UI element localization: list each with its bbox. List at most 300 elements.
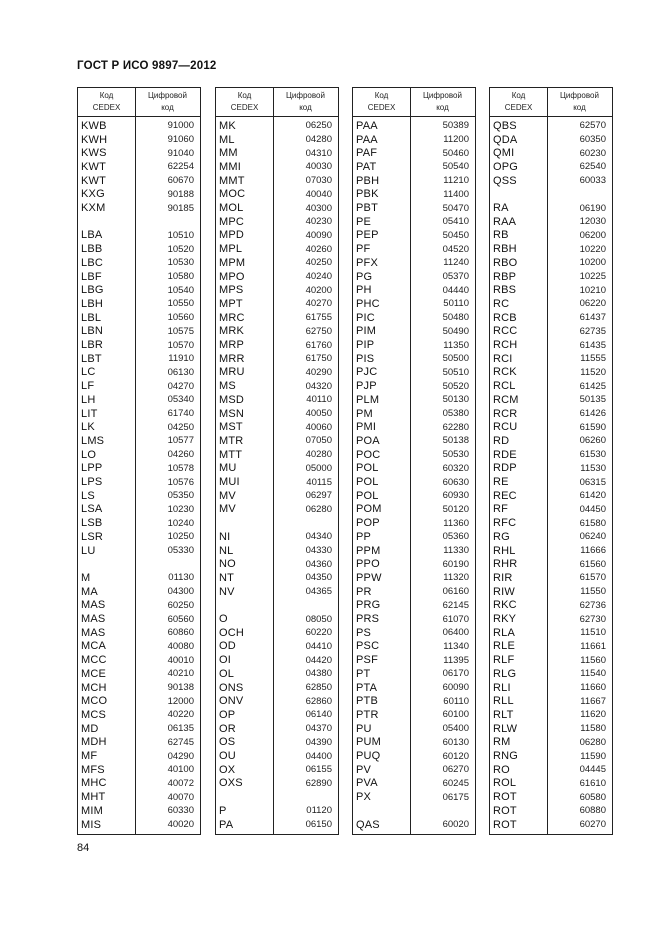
numeric-code: 06280 xyxy=(579,736,606,748)
table-row xyxy=(216,763,338,777)
cedex-code: PMI xyxy=(356,421,377,434)
table-row xyxy=(216,311,338,325)
table-row xyxy=(353,366,475,380)
numeric-code: 05000 xyxy=(305,462,332,474)
table-row xyxy=(216,366,338,380)
cedex-code: PUQ xyxy=(356,750,381,763)
numeric-code: 05330 xyxy=(167,545,194,557)
numeric-code: 11530 xyxy=(580,462,606,474)
table-row xyxy=(353,393,475,407)
table-row xyxy=(353,242,475,256)
table-row xyxy=(490,599,612,613)
table-row xyxy=(78,503,200,517)
numeric-code: 50389 xyxy=(442,120,469,132)
cedex-code: MV xyxy=(219,489,236,502)
table-row xyxy=(490,749,612,763)
cedex-code: QMI xyxy=(493,147,515,160)
table-row xyxy=(216,777,338,791)
table-row xyxy=(216,133,338,147)
cedex-code: RCB xyxy=(493,311,517,324)
table-row xyxy=(78,229,200,243)
cedex-code: MPC xyxy=(219,215,245,228)
numeric-code: 10510 xyxy=(167,229,194,241)
table-row xyxy=(216,215,338,229)
cedex-code: PH xyxy=(356,284,372,297)
cedex-code: MTT xyxy=(219,448,243,461)
table-row xyxy=(353,599,475,613)
table-row xyxy=(216,146,338,160)
table-row xyxy=(78,804,200,818)
table-row xyxy=(78,612,200,626)
cedex-code: PLM xyxy=(356,393,380,406)
table-row xyxy=(78,777,200,791)
numeric-code: 04410 xyxy=(305,640,332,652)
cedex-code: PU xyxy=(356,722,372,735)
cedex-code: PSF xyxy=(356,654,378,667)
table-row xyxy=(216,571,338,585)
table-row xyxy=(490,188,612,202)
table-row xyxy=(216,722,338,736)
cedex-code: LIT xyxy=(81,407,98,420)
table-row xyxy=(216,256,338,270)
table-row xyxy=(490,626,612,640)
numeric-code: 50130 xyxy=(442,394,469,406)
cedex-code: LPP xyxy=(81,462,103,475)
cedex-code: MSN xyxy=(219,407,245,420)
cedex-code: RHL xyxy=(493,544,516,557)
table-row xyxy=(353,516,475,530)
numeric-code: 50470 xyxy=(442,202,469,214)
numeric-code: 61435 xyxy=(579,339,606,351)
cedex-code: PE xyxy=(356,215,372,228)
table-row xyxy=(353,174,475,188)
numeric-code: 11667 xyxy=(580,695,606,707)
table-row xyxy=(353,160,475,174)
numeric-code: 40230 xyxy=(305,216,332,228)
cedex-code: POM xyxy=(356,503,382,516)
numeric-code: 40110 xyxy=(306,394,332,406)
table-row xyxy=(353,503,475,517)
cedex-code: RBS xyxy=(493,284,517,297)
table-row xyxy=(490,434,612,448)
table-header xyxy=(353,88,475,117)
cedex-code: MAS xyxy=(81,626,106,639)
numeric-code: 50500 xyxy=(442,353,469,365)
table-row xyxy=(353,133,475,147)
numeric-code: 60930 xyxy=(442,490,469,502)
cedex-code: RIR xyxy=(493,571,513,584)
page-number: 84 xyxy=(77,842,90,854)
numeric-code: 11560 xyxy=(580,654,606,666)
numeric-code: 06170 xyxy=(442,668,469,680)
numeric-code: 10240 xyxy=(167,517,194,529)
table-row xyxy=(78,325,200,339)
numeric-code: 06150 xyxy=(305,819,332,831)
cedex-code: PEP xyxy=(356,229,379,242)
table-row xyxy=(78,530,200,544)
header-code: Код CEDEX xyxy=(92,91,121,112)
numeric-code: 05360 xyxy=(442,531,469,543)
cedex-code: PAA xyxy=(356,133,378,146)
cedex-code: MHC xyxy=(81,777,107,790)
cedex-code: LU xyxy=(81,544,96,557)
numeric-code: 50450 xyxy=(442,229,469,241)
cedex-code: PR xyxy=(356,585,372,598)
cedex-code: KWT xyxy=(81,160,107,173)
table-row xyxy=(353,571,475,585)
table-row xyxy=(78,311,200,325)
numeric-code: 62736 xyxy=(579,599,606,611)
table-row xyxy=(490,804,612,818)
numeric-code: 11340 xyxy=(443,640,469,652)
cedex-code: PRS xyxy=(356,613,380,626)
cedex-code: PFX xyxy=(356,256,378,269)
numeric-code: 40270 xyxy=(305,298,332,310)
cedex-code: LBR xyxy=(81,339,103,352)
table-row xyxy=(490,174,612,188)
cedex-code: PTB xyxy=(356,695,378,708)
cedex-code: POL xyxy=(356,476,379,489)
table-row xyxy=(78,146,200,160)
numeric-code: 06270 xyxy=(442,764,469,776)
numeric-code: 05410 xyxy=(442,216,469,228)
cedex-code: RD xyxy=(493,434,510,447)
numeric-code: 10560 xyxy=(167,312,194,324)
numeric-code: 04360 xyxy=(305,558,332,570)
numeric-code: 91000 xyxy=(167,120,194,132)
cedex-code: RLI xyxy=(493,681,511,694)
table-row xyxy=(353,311,475,325)
table-row xyxy=(353,475,475,489)
numeric-code: 04300 xyxy=(167,586,194,598)
table-row xyxy=(490,722,612,736)
table-row xyxy=(78,516,200,530)
numeric-code: 62254 xyxy=(167,161,194,173)
numeric-code: 60220 xyxy=(305,627,332,639)
numeric-code: 06155 xyxy=(305,764,332,776)
cedex-code: POA xyxy=(356,434,380,447)
numeric-code: 10230 xyxy=(167,503,194,515)
numeric-code: 10250 xyxy=(167,531,194,543)
cedex-code: MSD xyxy=(219,393,245,406)
cedex-code: MCH xyxy=(81,681,107,694)
numeric-code: 61760 xyxy=(305,339,332,351)
table-row xyxy=(353,201,475,215)
table-row xyxy=(353,585,475,599)
cedex-code: MPT xyxy=(219,297,243,310)
table-row xyxy=(353,640,475,654)
cedex-code: RF xyxy=(493,503,509,516)
code-table-2 xyxy=(215,87,339,835)
table-row xyxy=(78,585,200,599)
numeric-code: 61437 xyxy=(579,312,606,324)
table-row xyxy=(353,544,475,558)
cedex-code: MUI xyxy=(219,476,240,489)
numeric-code: 04400 xyxy=(305,750,332,762)
table-row xyxy=(353,462,475,476)
cedex-code: ROT xyxy=(493,791,517,804)
cedex-code: RKC xyxy=(493,599,517,612)
cedex-code: LBN xyxy=(81,325,103,338)
cedex-code: LO xyxy=(81,448,97,461)
cedex-code: PUM xyxy=(356,736,382,749)
table-row xyxy=(490,653,612,667)
table-row xyxy=(78,270,200,284)
cedex-code: NT xyxy=(219,571,235,584)
table-row xyxy=(490,694,612,708)
numeric-code: 50135 xyxy=(579,394,606,406)
cedex-code: OS xyxy=(219,736,236,749)
cedex-code: QBS xyxy=(493,119,517,132)
numeric-code: 04260 xyxy=(167,449,194,461)
cedex-code: ONV xyxy=(219,695,244,708)
numeric-code: 60190 xyxy=(442,558,469,570)
table-row xyxy=(216,516,338,530)
cedex-code: MRR xyxy=(219,352,245,365)
cedex-code: OD xyxy=(219,640,236,653)
numeric-code: 50480 xyxy=(442,312,469,324)
cedex-code: OR xyxy=(219,722,236,735)
table-row xyxy=(78,242,200,256)
numeric-code: 05350 xyxy=(167,490,194,502)
header-code: Код CEDEX xyxy=(230,91,259,112)
cedex-code: REC xyxy=(493,489,517,502)
numeric-code: 10225 xyxy=(579,271,606,283)
cedex-code: MA xyxy=(81,585,98,598)
table-row xyxy=(490,557,612,571)
cedex-code: OI xyxy=(219,654,232,667)
table-row xyxy=(78,681,200,695)
numeric-code: 62145 xyxy=(442,599,469,611)
cedex-code: PIS xyxy=(356,352,375,365)
numeric-code: 61750 xyxy=(305,353,332,365)
numeric-code: 40040 xyxy=(305,188,332,200)
table-row xyxy=(216,338,338,352)
table-row xyxy=(353,256,475,270)
numeric-code: 07030 xyxy=(305,175,332,187)
cedex-code: MRP xyxy=(219,339,245,352)
numeric-code: 10220 xyxy=(579,243,606,255)
table-row xyxy=(490,503,612,517)
cedex-code: ML xyxy=(219,133,235,146)
table-row xyxy=(216,640,338,654)
numeric-code: 61070 xyxy=(442,613,469,625)
numeric-code: 90188 xyxy=(167,188,194,200)
numeric-code: 50120 xyxy=(442,503,469,515)
numeric-code: 11660 xyxy=(580,682,606,694)
table-row xyxy=(78,544,200,558)
numeric-code: 06135 xyxy=(167,723,194,735)
numeric-code: 06315 xyxy=(579,476,606,488)
table-row xyxy=(216,653,338,667)
table-row xyxy=(216,188,338,202)
table-row xyxy=(216,229,338,243)
numeric-code: 60580 xyxy=(579,791,606,803)
cedex-code: QDA xyxy=(493,133,518,146)
numeric-code: 62570 xyxy=(579,120,606,132)
cedex-code: KXM xyxy=(81,202,106,215)
cedex-code: MMI xyxy=(219,160,241,173)
table-row xyxy=(216,818,338,832)
table-row xyxy=(490,407,612,421)
table-row xyxy=(353,804,475,818)
numeric-code: 11620 xyxy=(580,709,606,721)
numeric-code: 40280 xyxy=(305,449,332,461)
numeric-code: 11240 xyxy=(443,257,469,269)
table-row xyxy=(216,393,338,407)
numeric-code: 04340 xyxy=(305,531,332,543)
table-row xyxy=(216,503,338,517)
numeric-code: 04320 xyxy=(305,380,332,392)
numeric-code: 11555 xyxy=(580,353,606,365)
cedex-code: RDP xyxy=(493,462,517,475)
cedex-code: LS xyxy=(81,489,95,502)
numeric-code: 61560 xyxy=(579,558,606,570)
table-row xyxy=(216,420,338,434)
numeric-code: 10576 xyxy=(167,476,194,488)
numeric-code: 07050 xyxy=(305,435,332,447)
numeric-code: 62750 xyxy=(305,325,332,337)
numeric-code: 50540 xyxy=(442,161,469,173)
numeric-code: 40200 xyxy=(305,284,332,296)
cedex-code: RLA xyxy=(493,626,515,639)
table-row xyxy=(353,530,475,544)
table-row xyxy=(490,475,612,489)
numeric-code: 10540 xyxy=(167,284,194,296)
code-table-3 xyxy=(352,87,476,835)
table-row xyxy=(216,462,338,476)
numeric-code: 06140 xyxy=(305,709,332,721)
numeric-code: 08050 xyxy=(305,613,332,625)
header-code: Код CEDEX xyxy=(367,91,396,112)
numeric-code: 40250 xyxy=(305,257,332,269)
cedex-code: ONS xyxy=(219,681,244,694)
table-row xyxy=(216,790,338,804)
cedex-code: OL xyxy=(219,667,235,680)
table-row xyxy=(216,352,338,366)
cedex-code: PAA xyxy=(356,119,378,132)
cedex-code: PIP xyxy=(356,339,375,352)
numeric-code: 11510 xyxy=(580,627,606,639)
numeric-code: 04450 xyxy=(579,503,606,515)
numeric-code: 61425 xyxy=(579,380,606,392)
cedex-code: POC xyxy=(356,448,381,461)
cedex-code: LBA xyxy=(81,229,103,242)
numeric-code: 06240 xyxy=(579,531,606,543)
cedex-code: LF xyxy=(81,380,95,393)
table-row xyxy=(216,544,338,558)
table-row xyxy=(216,119,338,133)
table-row xyxy=(490,448,612,462)
table-row xyxy=(353,777,475,791)
cedex-code: MHT xyxy=(81,791,106,804)
table-row xyxy=(78,283,200,297)
table-row xyxy=(490,544,612,558)
cedex-code: PBK xyxy=(356,188,379,201)
numeric-code: 60100 xyxy=(442,709,469,721)
numeric-code: 10570 xyxy=(167,339,194,351)
table-row xyxy=(490,352,612,366)
numeric-code: 11910 xyxy=(168,353,194,365)
cedex-code: POL xyxy=(356,489,379,502)
numeric-code: 10550 xyxy=(167,298,194,310)
numeric-code: 60250 xyxy=(167,599,194,611)
numeric-code: 61610 xyxy=(579,777,606,789)
numeric-code: 60020 xyxy=(442,819,469,831)
cedex-code: MIS xyxy=(81,818,102,831)
cedex-code: KWH xyxy=(81,133,108,146)
numeric-code: 62540 xyxy=(579,161,606,173)
numeric-code: 04330 xyxy=(305,545,332,557)
numeric-code: 11540 xyxy=(580,668,606,680)
numeric-code: 06297 xyxy=(305,490,332,502)
numeric-code: 06190 xyxy=(579,202,606,214)
table-row xyxy=(353,352,475,366)
table-row xyxy=(78,119,200,133)
table-row xyxy=(490,201,612,215)
numeric-code: 40260 xyxy=(305,243,332,255)
table-row xyxy=(78,407,200,421)
table-row xyxy=(78,352,200,366)
cedex-code: M xyxy=(81,571,91,584)
numeric-code: 06130 xyxy=(167,366,194,378)
table-row xyxy=(78,790,200,804)
table-row xyxy=(78,448,200,462)
numeric-code: 40020 xyxy=(167,819,194,831)
numeric-code: 04310 xyxy=(305,147,332,159)
cedex-code: MCE xyxy=(81,667,107,680)
table-row xyxy=(216,270,338,284)
cedex-code: RHR xyxy=(493,558,518,571)
numeric-code: 01130 xyxy=(168,572,194,584)
cedex-code: MCA xyxy=(81,640,107,653)
numeric-code: 11330 xyxy=(443,545,469,557)
table-row xyxy=(490,270,612,284)
numeric-code: 40220 xyxy=(167,709,194,721)
numeric-code: 60130 xyxy=(442,736,469,748)
table-row xyxy=(216,681,338,695)
table-row xyxy=(490,366,612,380)
table-row xyxy=(216,804,338,818)
cedex-code: MMT xyxy=(219,174,245,187)
table-row xyxy=(78,174,200,188)
cedex-code: ROL xyxy=(493,777,517,790)
table-row xyxy=(490,160,612,174)
numeric-code: 62280 xyxy=(442,421,469,433)
numeric-code: 11395 xyxy=(443,654,469,666)
numeric-code: 06260 xyxy=(579,435,606,447)
cedex-code: RLL xyxy=(493,695,514,708)
table-row xyxy=(490,325,612,339)
table-body xyxy=(353,117,475,834)
table-row xyxy=(490,681,612,695)
cedex-code: MCC xyxy=(81,654,107,667)
cedex-code: MPO xyxy=(219,270,245,283)
table-row xyxy=(353,119,475,133)
table-row xyxy=(353,626,475,640)
table-row xyxy=(353,736,475,750)
table-row xyxy=(216,407,338,421)
cedex-code: PHC xyxy=(356,297,380,310)
table-header xyxy=(216,88,338,117)
cedex-code: MIM xyxy=(81,804,103,817)
table-row xyxy=(78,462,200,476)
cedex-code: NV xyxy=(219,585,235,598)
table-row xyxy=(78,297,200,311)
table-row xyxy=(353,489,475,503)
cedex-code: RKY xyxy=(493,613,517,626)
table-row xyxy=(353,667,475,681)
